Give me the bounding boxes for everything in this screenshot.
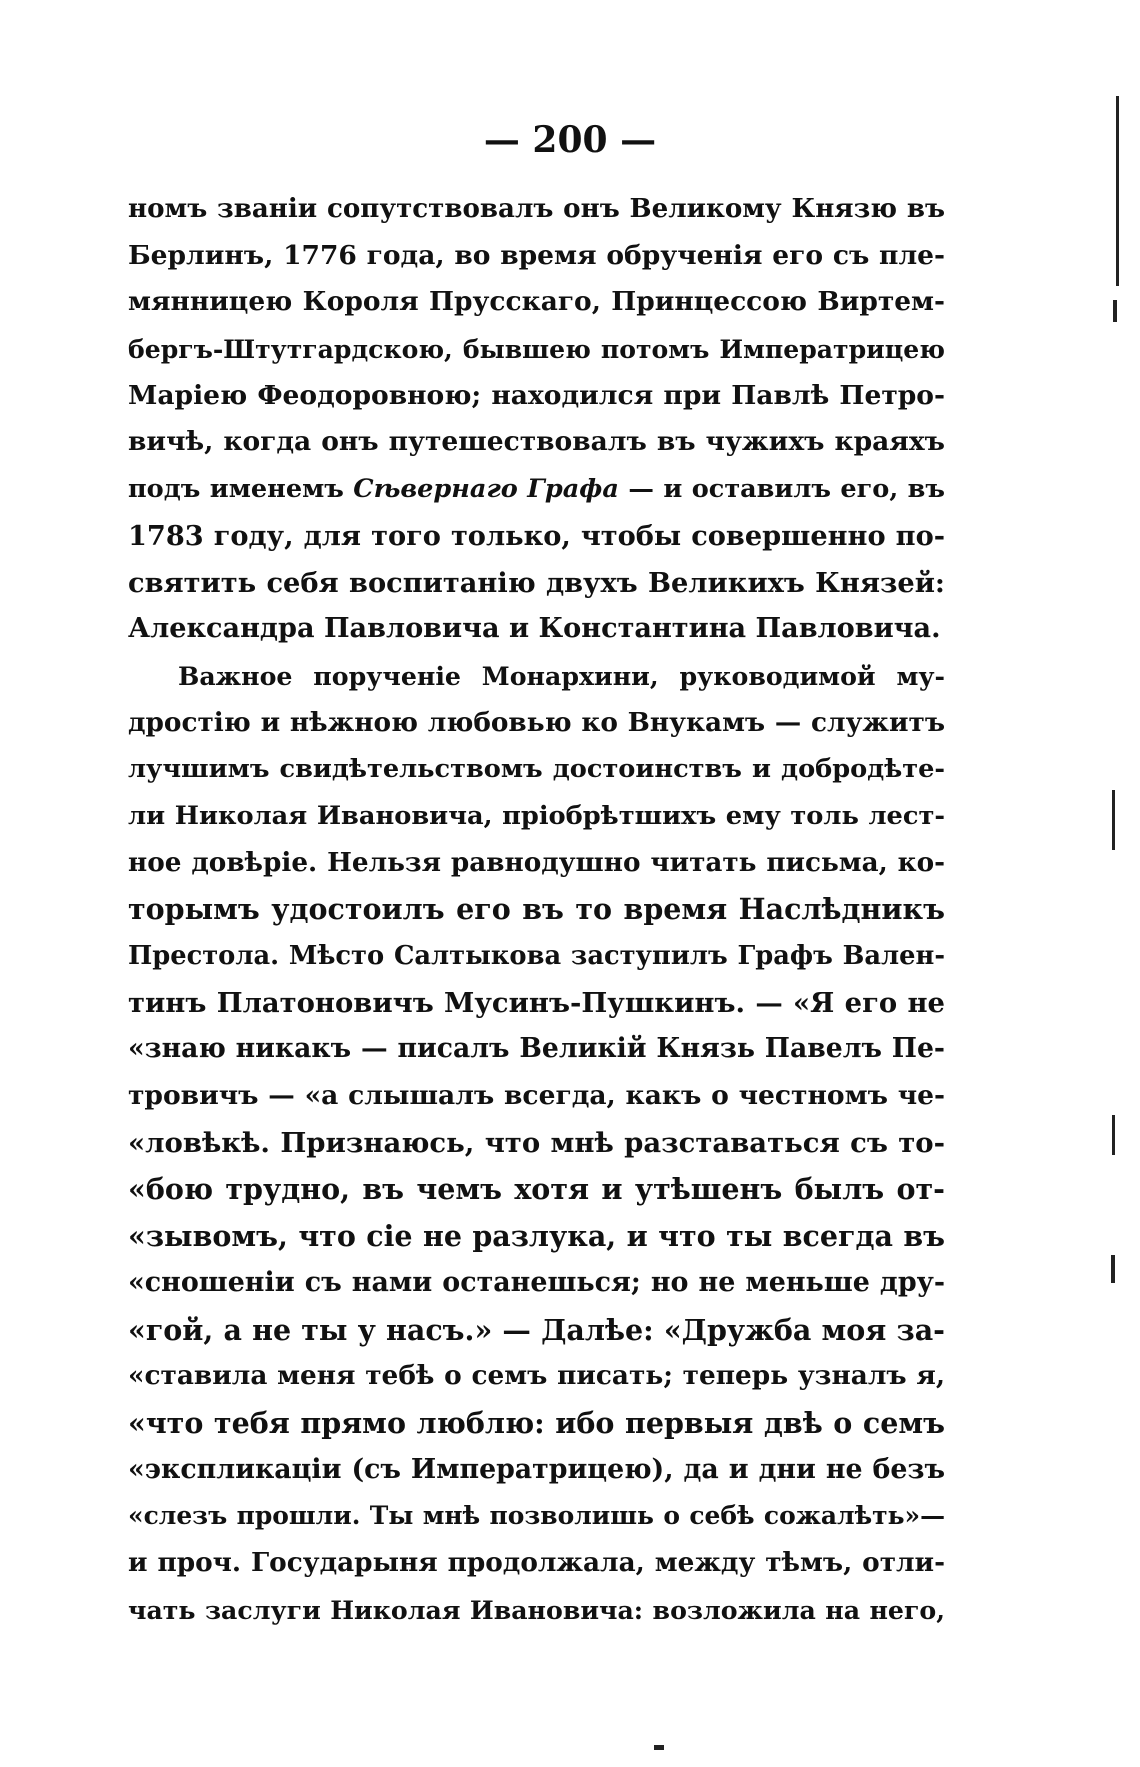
text-line: [128, 1587, 945, 1634]
text-run: дростію и нѣжною любовью ко Внукамъ — служитъ: [128, 706, 945, 738]
text-line: [128, 980, 945, 1027]
text-run: тровичъ — «а слышалъ всегда, какъ о честномъ че-: [128, 1080, 945, 1112]
text-run: 1783 году, для того только, чтобы совершенно по-: [128, 519, 945, 552]
text-line: [128, 1260, 945, 1307]
text-run: мянницею Короля Прусскаго, Принцессою Виртем-: [128, 286, 945, 318]
text-run: Александра Павловича и Константина Павловича.: [128, 613, 941, 645]
text-run: «бою трудно, въ чемъ хотя и утѣшенъ былъ от-: [128, 1172, 945, 1207]
text-run: подъ именемъ: [128, 474, 354, 505]
text-line: [128, 653, 945, 700]
text-line: [128, 419, 945, 466]
text-run: «слезъ прошли. Ты мнѣ позволишь о себѣ сожалѣть»—: [128, 1501, 945, 1531]
text-line: [128, 279, 945, 326]
text-run: — и оставилъ его, въ: [618, 474, 945, 505]
scan-dot-mark: [654, 1745, 664, 1750]
text-line: [128, 606, 945, 653]
text-line: [128, 466, 945, 513]
text-run: «ловѣкѣ. Признаюсь, что мнѣ разставаться съ то-: [128, 1126, 945, 1159]
text-line: [128, 233, 945, 280]
text-run: вичѣ, когда онъ путешествовалъ въ чужихъ краяхъ: [128, 426, 945, 458]
text-line: [128, 933, 945, 980]
page-number: — 200 —: [483, 119, 657, 161]
text-run: Престола. Мѣсто Салтыкова заступилъ Графъ Вален-: [128, 941, 945, 971]
text-line: [128, 513, 945, 560]
text-run: чать заслуги Николая Ивановича: возложила на него,: [128, 1594, 945, 1625]
text-run: торымъ удостоилъ его въ то время Наслѣдникъ: [128, 892, 945, 927]
text-line: [128, 700, 945, 747]
text-run: «экспликаціи (съ Императрицею), да и дни не безъ: [128, 1453, 945, 1485]
text-line: [128, 186, 945, 233]
text-line: [128, 1493, 945, 1540]
text-line: [128, 1213, 945, 1260]
text-line: [128, 1540, 945, 1587]
text-run: «ставила меня тебѣ о семъ писать; теперь узналъ я,: [128, 1360, 945, 1392]
text-line: [128, 1166, 945, 1213]
scan-edge-mark: [1111, 1255, 1115, 1283]
text-run: лучшимъ свидѣтельствомъ достоинствъ и добродѣте-: [128, 754, 945, 785]
text-line: [128, 1447, 945, 1494]
text-line: [128, 326, 945, 373]
text-run: «что тебя прямо люблю: ибо первыя двѣ о семъ: [128, 1405, 945, 1440]
body-text: [128, 186, 945, 1633]
text-line: [128, 793, 945, 840]
text-run: святить себя воспитанію двухъ Великихъ Князей:: [128, 566, 945, 599]
text-line: [128, 560, 945, 607]
text-run: «гой, а не ты у насъ.» — Далѣе: «Дружба моя за-: [128, 1312, 945, 1347]
text-line: [128, 373, 945, 420]
text-line: [128, 1073, 945, 1120]
text-line: [128, 1400, 945, 1447]
text-run: тинъ Платоновичъ Мусинъ-Пушкинъ. — «Я его не: [128, 986, 945, 1019]
scan-edge-mark: [1116, 96, 1119, 286]
text-run: номъ званіи сопутствовалъ онъ Великому Князю въ: [128, 193, 945, 224]
scan-edge-mark: [1112, 1115, 1115, 1155]
text-run: и проч. Государыня продолжала, между тѣмъ, отли-: [128, 1546, 945, 1578]
text-line: [128, 1120, 945, 1167]
text-run: Важное порученіе Монархини, руководимой му-: [178, 660, 945, 691]
scan-edge-mark: [1113, 300, 1117, 322]
text-run: Берлинъ, 1776 года, во время обрученія его съ пле-: [128, 239, 945, 271]
scan-edge-mark: [1112, 790, 1115, 850]
italic-text: Сѣвернаго Графа: [353, 474, 619, 505]
text-run: ли Николая Ивановича, пріобрѣтшихъ ему толь лест-: [128, 800, 945, 831]
text-run: Маріею Феодоровною; находился при Павлѣ Петро-: [128, 379, 945, 411]
text-run: бергъ-Штутгардскою, бывшею потомъ Императрицею: [128, 334, 945, 365]
text-run: «знаю никакъ — писалъ Великій Князь Павелъ Пе-: [128, 1033, 945, 1065]
text-line: [128, 1353, 945, 1400]
text-line: [128, 746, 945, 793]
text-run: «зывомъ, что сіе не разлука, и что ты всегда въ: [128, 1219, 945, 1254]
text-line: [128, 1307, 945, 1354]
text-run: ное довѣріе. Нельзя равнодушно читать письма, ко-: [128, 846, 945, 878]
text-line: [128, 886, 945, 933]
text-line: [128, 1026, 945, 1073]
text-line: [128, 840, 945, 887]
text-run: «сношеніи съ нами останешься; но не меньше дру-: [128, 1266, 945, 1298]
